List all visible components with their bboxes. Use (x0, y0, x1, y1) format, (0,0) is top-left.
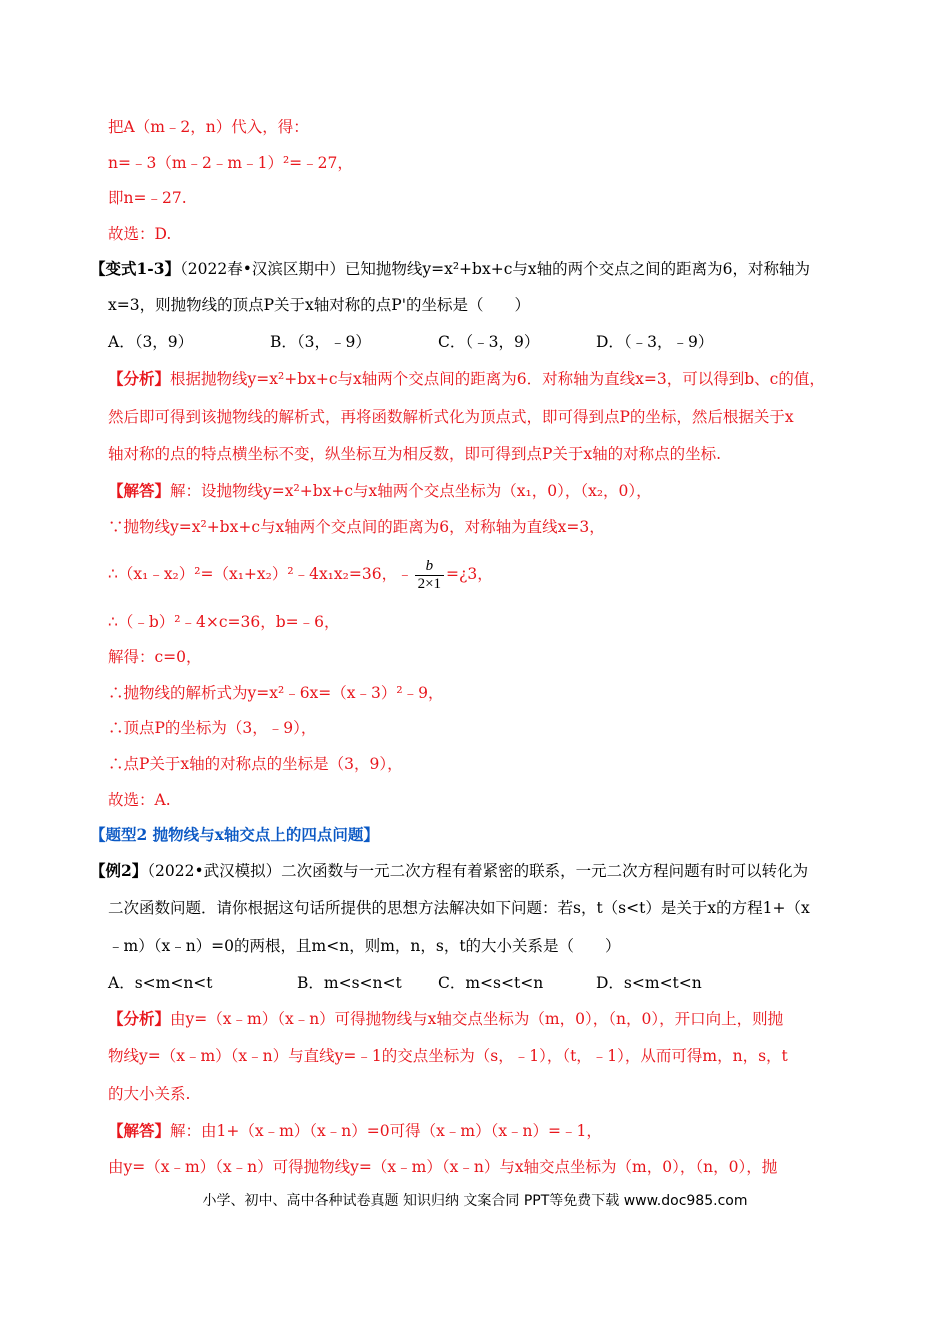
analysis-1-line-3: 轴对称的点的特点横坐标不变，纵坐标互为相反数，即可得到点P关于x轴的对称点的坐标. (108, 445, 722, 463)
solution-text: 解：设抛物线y=x²+bx+c与x轴两个交点坐标为（x₁，0），（x₂，0）， (170, 482, 652, 500)
analysis-2-line-1 (108, 1008, 880, 1030)
solution-2-line-2: 由y=（x﹣m）（x﹣n）可得抛物线y=（x﹣m）（x﹣n）与x轴交点坐标为（m，0），（n，0），抛 (108, 1158, 778, 1176)
section-heading-type-2: 【题型2 抛物线与x轴交点上的四点问题】 (90, 825, 379, 844)
answer-line-2: n=﹣3（m﹣2﹣m﹣1）²=﹣27， (108, 154, 353, 172)
option-a: A．s<m<n<t (108, 974, 213, 992)
analysis-tag: 【分析】 (108, 369, 171, 388)
solution-1-line-5: 解得：c=0， (108, 648, 202, 666)
question-text: （2022春•汉滨区期中）已知抛物线y=x²+bx+c与x轴的两个交点之间的距离为6，对称轴为 (180, 260, 810, 278)
analysis-tag: 【分析】 (108, 1009, 171, 1028)
analysis-1-line-1 (108, 368, 880, 390)
solution-tag: 【解答】 (108, 481, 171, 500)
question-1-3-line-1 (90, 258, 880, 280)
answer-line-1: 把A（m﹣2，n）代入，得： (108, 118, 309, 136)
solution-tag: 【解答】 (108, 1121, 171, 1140)
solution-1-line-1 (108, 480, 880, 502)
option-c: C．（﹣3，9） (438, 333, 540, 351)
solution-1-line-3 (108, 556, 880, 596)
solution-formula-part-1: ∴（x₁﹣x₂）²=（x₁+x₂）²﹣4x₁x₂=36，﹣ (108, 565, 413, 583)
analysis-text: 根据抛物线y=x²+bx+c与x轴两个交点间的距离为6．对称轴为直线x=3，可以得到b、c的值， (170, 370, 825, 388)
question-1-3-options (108, 331, 880, 353)
example-2-line-2: 二次函数问题．请你根据这句话所提供的思想方法解决如下问题：若s，t（s<t）是关于x的方程1+（x (108, 899, 810, 917)
option-c: C．m<s<t<n (438, 974, 544, 992)
option-b: B．（3，﹣9） (270, 333, 371, 351)
solution-1-line-9: 故选：A. (108, 791, 171, 809)
solution-formula-part-2: =¿3， (446, 565, 493, 583)
analysis-1-line-2: 然后即可得到该抛物线的解析式，再将函数解析式化为顶点式，即可得到点P的坐标，然后根据关于x (108, 408, 794, 426)
solution-2-line-1 (108, 1120, 880, 1142)
analysis-2-line-3: 的大小关系. (108, 1085, 191, 1103)
solution-1-line-6: ∴抛物线的解析式为y=x²﹣6x=（x﹣3）²﹣9， (108, 684, 444, 702)
page-footer: 小学、初中、高中各种试卷真题 知识归纳 文案合同 PPT等免费下载 www.doc985.com (202, 1193, 748, 1209)
solution-text: 解：由1+（x﹣m）（x﹣n）=0可得（x﹣m）（x﹣n）=﹣1， (170, 1122, 602, 1140)
example-2-options (108, 972, 880, 994)
solution-1-line-2: ∵抛物线y=x²+bx+c与x轴两个交点间的距离为6，对称轴为直线x=3， (108, 518, 605, 536)
solution-1-line-8: ∴点P关于x轴的对称点的坐标是（3，9）， (108, 755, 403, 773)
analysis-text: 由y=（x﹣m）（x﹣n）可得抛物线与x轴交点坐标为（m，0），（n，0），开口向上，则抛 (170, 1010, 784, 1028)
answer-line-3: 即n=﹣27. (108, 189, 187, 207)
answer-line-4: 故选：D. (108, 225, 172, 243)
option-d: D．（﹣3，﹣9） (596, 333, 714, 351)
option-b: B．m<s<n<t (297, 974, 402, 992)
option-d: D．s<m<t<n (596, 974, 702, 992)
fraction (415, 558, 444, 593)
solution-1-line-4: ∴（﹣b）²﹣4×c=36，b=﹣6， (108, 613, 340, 631)
solution-1-line-7: ∴顶点P的坐标为（3，﹣9）， (108, 719, 317, 737)
question-1-3-line-2: x=3，则抛物线的顶点P关于x轴对称的点P'的坐标是（ ） (108, 296, 530, 314)
example-2-line-1 (90, 860, 880, 882)
option-a: A．（3，9） (108, 333, 194, 351)
analysis-2-line-2: 物线y=（x﹣m）（x﹣n）与直线y=﹣1的交点坐标为（s，﹣1），（t，﹣1），从而可得m，n，s，t (108, 1047, 788, 1065)
example-text: （2022•武汉模拟）二次函数与一元二次方程有着紧密的联系，一元二次方程问题有时可以转化为 (147, 862, 809, 880)
question-tag: 【变式1-3】 (90, 259, 181, 278)
example-tag: 【例2】 (90, 861, 148, 880)
fraction-numerator: b (415, 558, 444, 576)
fraction-denominator: 2×1 (417, 575, 442, 592)
example-2-line-3: ﹣m）（x﹣n）=0的两根，且m<n，则m，n，s，t的大小关系是（ ） (108, 937, 621, 955)
